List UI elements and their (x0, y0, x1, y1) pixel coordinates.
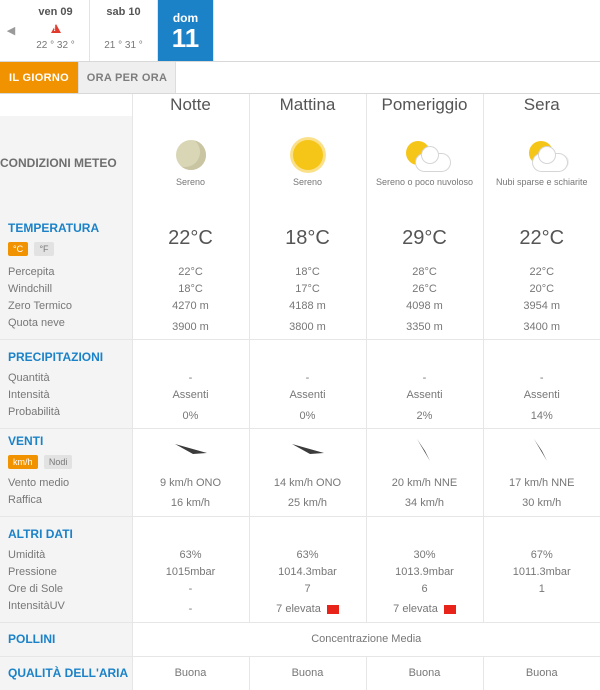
cell-value: 3800 m (249, 315, 366, 340)
wind-label-cell (0, 429, 132, 475)
row-label: Quota neve (0, 315, 132, 340)
temperature-title: TEMPERATURA (8, 221, 131, 235)
cell-value: 67% (483, 547, 600, 564)
cell-value: 4098 m (366, 298, 483, 315)
day-strip-filler (214, 0, 600, 61)
unit-fahrenheit-button[interactable]: °F (34, 242, 53, 256)
row-label: Windchill (0, 281, 132, 298)
temperature-header-row (0, 212, 600, 264)
cell-value: 7 (249, 581, 366, 598)
cell-value: Assenti (483, 387, 600, 404)
row-label: Ore di Sole (0, 581, 132, 598)
cell-value: 30% (366, 547, 483, 564)
conditions-label-cell (0, 116, 132, 212)
cell-value: 4270 m (132, 298, 249, 315)
cell-value: Buona (132, 656, 249, 690)
cloud-sun-icon (515, 139, 569, 173)
tabs-filler (176, 62, 600, 93)
precipitation-header-row (0, 340, 600, 371)
uv-bar-icon (444, 605, 456, 614)
cell-value: 22°C (483, 264, 600, 281)
forecast-table (0, 94, 600, 690)
uv-bar-icon (327, 605, 339, 614)
cell-value: 18°C (132, 281, 249, 298)
cell-value: 9 km/h ONO (132, 475, 249, 492)
row-label: Vento medio (0, 475, 132, 492)
other-title: ALTRI DATI (8, 527, 132, 541)
cell-value: 3350 m (366, 315, 483, 340)
condition-desc: Sereno (250, 177, 366, 187)
unit-nodi-button[interactable]: Nodi (44, 455, 73, 469)
pollen-title: POLLINI (8, 632, 131, 646)
temperature-value-sera: 22°C (483, 212, 600, 264)
weather-warning-icon (51, 18, 61, 38)
pollen-value: Concentrazione Media (132, 622, 600, 656)
cell-value: 2% (366, 404, 483, 429)
cell-value: 17°C (249, 281, 366, 298)
row-label: Intensità (0, 387, 132, 404)
cell-value: 14% (483, 404, 600, 429)
cell-value: 14 km/h ONO (249, 475, 366, 492)
cell-value: 6 (366, 581, 483, 598)
condition-cell-sera (483, 116, 600, 212)
cell-value: - (366, 370, 483, 387)
cell-value: 20°C (483, 281, 600, 298)
cell-value: 22°C (132, 264, 249, 281)
wind-arrow-icon (173, 440, 209, 460)
column-header-row (0, 94, 600, 116)
tab-ora-per-ora[interactable]: ORA PER ORA (78, 62, 176, 93)
column-header-notte (132, 94, 249, 116)
cell-value-uv-mattina (249, 598, 366, 623)
row-label: Raffica (0, 492, 132, 517)
cell-value (483, 598, 600, 623)
temperature-value-mattina: 18°C (249, 212, 366, 264)
prev-day-arrow[interactable]: ◀ (0, 0, 22, 61)
spacer (132, 340, 249, 371)
day-number: 11 (172, 25, 200, 51)
cell-value: 1015mbar (132, 564, 249, 581)
column-label: Mattina (251, 95, 365, 115)
cell-value: 34 km/h (366, 492, 483, 517)
precipitation-label-cell (0, 340, 132, 371)
pollen-row (0, 622, 600, 656)
cell-value: 30 km/h (483, 492, 600, 517)
day-tab-dom-11-selected[interactable] (158, 0, 214, 61)
row-label: Pressione (0, 564, 132, 581)
cell-value: Buona (483, 656, 600, 690)
condition-desc: Nubi sparse e schiarite (484, 177, 600, 187)
unit-celsius-button[interactable]: °C (8, 242, 28, 256)
moon-icon (176, 140, 206, 170)
condition-cell-notte (132, 116, 249, 212)
cell-value: Buona (249, 656, 366, 690)
tab-il-giorno[interactable]: IL GIORNO (0, 62, 78, 93)
empty-corner (0, 94, 132, 116)
cell-value: Assenti (249, 387, 366, 404)
view-tabs (0, 62, 600, 94)
cell-value: 25 km/h (249, 492, 366, 517)
wind-row-vento-medio (0, 475, 600, 492)
air-quality-label-cell (0, 656, 132, 690)
cell-value: - (132, 581, 249, 598)
cell-value: - (132, 370, 249, 387)
cell-value: 3954 m (483, 298, 600, 315)
cell-value: 20 km/h NNE (366, 475, 483, 492)
cell-value: 1011.3mbar (483, 564, 600, 581)
row-label: IntensitàUV (0, 598, 132, 623)
pollen-label-cell (0, 622, 132, 656)
other-row-ore-di-sole (0, 581, 600, 598)
day-name: sab 10 (106, 6, 140, 18)
cell-value: - (483, 370, 600, 387)
condition-desc: Sereno (133, 177, 249, 187)
cell-value: 26°C (366, 281, 483, 298)
day-strip (0, 0, 600, 62)
day-tab-ven-09[interactable] (22, 0, 90, 61)
cell-value: 1 (483, 581, 600, 598)
temperature-row-percepita (0, 264, 600, 281)
temperature-value-notte: 22°C (132, 212, 249, 264)
unit-kmh-button[interactable]: km/h (8, 455, 38, 469)
uv-text: 7 elevata (276, 603, 321, 615)
conditions-title: CONDIZIONI METEO (0, 156, 132, 170)
cell-value: Buona (366, 656, 483, 690)
cell-value: - (249, 370, 366, 387)
spacer (249, 516, 366, 547)
wind-arrow-pomeriggio (366, 429, 483, 475)
cell-value: 3900 m (132, 315, 249, 340)
sun-icon (293, 140, 323, 170)
condition-desc: Sereno o poco nuvoloso (367, 177, 483, 187)
spacer (249, 340, 366, 371)
cell-value: Assenti (366, 387, 483, 404)
day-name: ven 09 (38, 6, 72, 18)
cell-value: 16 km/h (132, 492, 249, 517)
condition-cell-mattina (249, 116, 366, 212)
spacer (366, 516, 483, 547)
wind-header-row (0, 429, 600, 475)
day-name: dom (173, 11, 198, 25)
warning-mark: ! (54, 26, 56, 33)
cell-value: 0% (249, 404, 366, 429)
other-row-umidita (0, 547, 600, 564)
wind-arrow-icon (529, 437, 555, 463)
spacer (132, 516, 249, 547)
temperature-value-pomeriggio: 29°C (366, 212, 483, 264)
sun-cloud-icon (398, 139, 452, 173)
precipitation-title: PRECIPITAZIONI (8, 350, 132, 364)
cell-value: 18°C (249, 264, 366, 281)
row-label: Probabilità (0, 404, 132, 429)
cell-value: 4188 m (249, 298, 366, 315)
cell-value: 3400 m (483, 315, 600, 340)
condition-cell-pomeriggio (366, 116, 483, 212)
other-row-intensita-uv (0, 598, 600, 623)
wind-title: VENTI (8, 434, 131, 448)
uv-text: 7 elevata (393, 603, 438, 615)
air-quality-row (0, 656, 600, 690)
precipitation-row-probabilita (0, 404, 600, 429)
wind-arrow-icon (412, 437, 438, 463)
cell-value-uv-pomeriggio (366, 598, 483, 623)
column-header-mattina (249, 94, 366, 116)
row-label: Zero Termico (0, 298, 132, 315)
column-label: Sera (485, 95, 600, 115)
other-label-cell (0, 516, 132, 547)
other-header-row (0, 516, 600, 547)
precipitation-row-quantita (0, 370, 600, 387)
cell-value: 1013.9mbar (366, 564, 483, 581)
temperature-row-quota-neve (0, 315, 600, 340)
day-temps: 22 ° 32 ° (36, 40, 75, 51)
wind-row-raffica (0, 492, 600, 517)
day-tab-sab-10[interactable] (90, 0, 158, 61)
row-label: Quantità (0, 370, 132, 387)
temperature-row-zero-termico (0, 298, 600, 315)
cell-value: 63% (132, 547, 249, 564)
column-header-sera (483, 94, 600, 116)
air-quality-title: QUALITÀ DELL'ARIA (8, 666, 131, 680)
wind-arrow-icon (290, 440, 326, 460)
spacer (483, 516, 600, 547)
cell-value: 28°C (366, 264, 483, 281)
cell-value: - (132, 598, 249, 623)
column-label: Pomeriggio (368, 95, 482, 115)
wind-arrow-mattina (249, 429, 366, 475)
cell-value: Assenti (132, 387, 249, 404)
column-label: Notte (134, 95, 248, 115)
wind-arrow-sera (483, 429, 600, 475)
spacer (366, 340, 483, 371)
row-label: Umidità (0, 547, 132, 564)
precipitation-row-intensita (0, 387, 600, 404)
cell-value: 17 km/h NNE (483, 475, 600, 492)
column-header-pomeriggio (366, 94, 483, 116)
row-label: Percepita (0, 264, 132, 281)
temperature-label-cell (0, 212, 132, 264)
conditions-row (0, 116, 600, 212)
other-row-pressione (0, 564, 600, 581)
cell-value: 63% (249, 547, 366, 564)
wind-arrow-notte (132, 429, 249, 475)
spacer (483, 340, 600, 371)
cell-value: 1014.3mbar (249, 564, 366, 581)
temperature-row-windchill (0, 281, 600, 298)
cell-value: 0% (132, 404, 249, 429)
day-temps: 21 ° 31 ° (104, 40, 143, 51)
